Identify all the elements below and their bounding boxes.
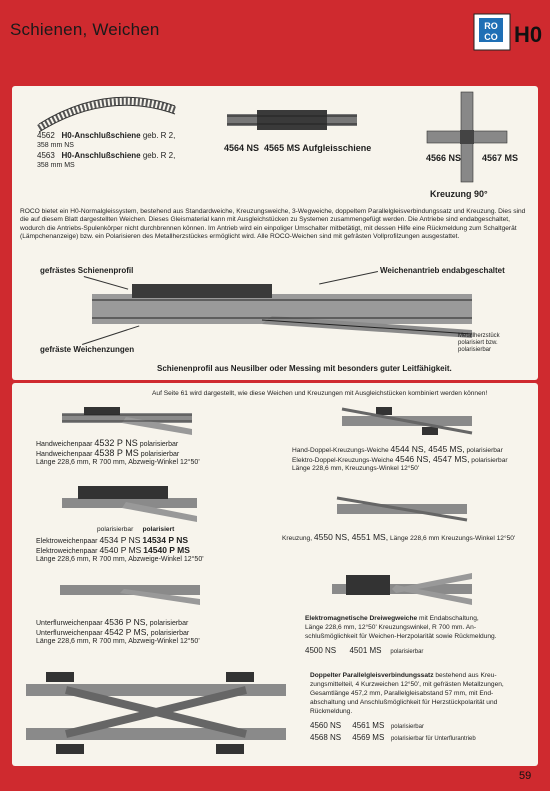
pv-title: Doppelter Parallelgleisverbindungssatz: [310, 672, 434, 679]
item-4563-name: H0-Anschlußschiene: [61, 151, 141, 160]
aufgleis-ns: 4564 NS: [224, 143, 260, 153]
kr-line: [282, 533, 515, 544]
kr-angle: Kreuzungs-Winkel 12°50': [441, 535, 516, 542]
kreuzung-90-image: [427, 92, 507, 182]
ew-line2-label: Elektroweichenpaar: [36, 548, 98, 555]
logo-scale: H0: [514, 22, 543, 47]
herzstueck-line2: polarisiert bzw.: [458, 340, 498, 346]
dw-line2: Länge 228,6 mm, 12°50' Kreuzungswinkel, R 700 mm. An-: [305, 624, 477, 631]
hdkw-line2-label: Elektro-Doppel-Kreuzungs-Weiche: [292, 457, 394, 464]
elektroweichenpaar-image: [62, 486, 197, 526]
kr-length: Länge 228,6 mm: [389, 535, 440, 542]
pv-line3: Gesamtlänge 457,2 mm, Parallelgleisabstand 57 mm, mit End-: [310, 690, 494, 697]
hw-line2-number: 4538 P MS: [94, 448, 139, 458]
item-4563-number: 4563: [37, 151, 55, 160]
roco-h0-logo: [470, 12, 550, 72]
dw-line3: schlußmöglichkeit für Weichen-Herzpolarität sowie Rückmeldung.: [305, 633, 497, 640]
dw-line1: [305, 615, 479, 624]
uw-line1-number: 4536 P NS,: [104, 617, 148, 627]
ew-line1-number2: 14534 P NS: [142, 535, 189, 545]
pv-line2: zungsmittelteil, 4 Kurzweichen 12°50', mit gefrästen Metallzungen,: [310, 681, 504, 688]
hdkw-line2-pol: polarisierbar: [471, 457, 508, 464]
pv-r1-ns: 4560 NS: [310, 721, 342, 730]
pv-r2-ms: 4569 MS: [352, 733, 385, 742]
ew-line1-number: 4534 P NS: [99, 535, 141, 545]
reference-note: Auf Seite 61 wird dargestellt, wie diese Weichen und Kreuzungen mit Ausgleichstücken kombiniert werden können!: [152, 390, 488, 397]
aufgleisschiene-image: [227, 106, 357, 136]
hw-line1-number: 4532 P NS: [94, 438, 138, 448]
pv-line1: [310, 672, 497, 681]
intro-paragraph: ROCO bietet ein H0-Normalgleissystem, bestehend aus Standardweiche, Kreuzungsweiche, 3-Wegweiche, doppeltem Parallelgleisverbindungssatz und Kreuzung. Dies sind die auf diesem Blatt dargestellten Weichen. Dieses Gleismaterial kann mit Ausgleichstücken zu Systemen zusammengefügt werden. Die Antriebe sind endabgeschaltet, wodurch die Antriebs-Spulenkörper nicht durchbrennen können. Im Antrieb wird ein einpoliger Umschalter mitbetätigt, mit dessen Hilfe eine Rückmeldung zum Schaltgerät (Lämpchenanzeige) bzw. ein Polarisieren des Metallherzstückes ermöglicht wird. Alle ROCO-Weichen sind mit gefrästen Vollprofilzungen ausgestattet.: [20, 208, 526, 240]
kreuzung-image: [337, 494, 467, 524]
hw-line3: Länge 228,6 mm, R 700 mm, Abzweig-Winkel 12°50': [36, 459, 200, 466]
page-number: 59: [519, 770, 532, 782]
dkw-image: [342, 405, 472, 437]
dw-ns: 4500 NS: [305, 646, 337, 655]
pv-r1-ms: 4561 MS: [352, 721, 385, 730]
dw-line1-rest: mit Endabschaltung,: [418, 615, 479, 622]
ew-line3: Länge 228,6 mm, R 700 mm, Abzweige-Winkel 12°50': [36, 556, 204, 563]
label-herzstueck: [458, 333, 500, 354]
uw-line2-pol: polarisierbar: [150, 630, 190, 637]
item-4562-row: [37, 132, 175, 141]
label-weichenzungen: gefräste Weichenzungen: [40, 345, 135, 354]
pv-line4: abschaltung und Anschlußmöglichkeit für Herzstückpolarität und: [310, 699, 498, 706]
uw-line3: Länge 228,6 mm, R 700 mm, Abzweig-Winkel 12°50': [36, 638, 200, 645]
ew-pol-row: [97, 526, 174, 535]
dw-title: Elektromagnetische Dreiwegweiche: [305, 615, 418, 622]
curved-track-image: [37, 96, 177, 136]
top-panel: [12, 86, 538, 380]
ew-line1-label: Elektroweichenpaar: [36, 538, 98, 545]
label-weichenantrieb: Weichenantrieb endabgeschaltet: [380, 266, 505, 275]
dw-numbers: [305, 647, 423, 657]
item-4563-row: [37, 152, 175, 161]
item-4562-number: 4562: [37, 131, 55, 140]
item-4562-name: H0-Anschlußschiene: [61, 131, 141, 140]
pv-line5: Rückmeldung.: [310, 708, 353, 715]
unterflurweichenpaar-image: [60, 579, 200, 609]
hdkw-line1-number: 4544 NS, 4545 MS,: [390, 444, 465, 454]
kreuzung-ms: 4567 MS: [482, 153, 519, 163]
hw-line1-label: Handweichenpaar: [36, 441, 93, 448]
logo-text-1: RO: [484, 21, 498, 31]
herzstueck-line1: Metallherzstück: [458, 333, 500, 339]
ew-line2: [36, 546, 190, 557]
aufgleis-ms: 4565 MS: [264, 143, 301, 153]
diagram-caption: Schienenprofil aus Neusilber oder Messing mit besonders guter Leitfähigkeit.: [157, 364, 452, 373]
aufgleis-label-row: [224, 144, 371, 153]
logo-text-2: CO: [484, 32, 498, 42]
hdkw-line3: Länge 228,6 mm, Kreuzungs-Winkel 12°50': [292, 465, 420, 472]
uw-line1-label: Unterflurweichenpaar: [36, 620, 103, 627]
item-4563-detail: geb. R 2,: [142, 151, 176, 160]
page-title: Schienen, Weichen: [10, 20, 160, 39]
roco-logo-graphic: [470, 12, 550, 72]
pv-title-rest: bestehend aus Kreu-: [435, 672, 497, 679]
kr-number: 4550 NS, 4551 MS,: [313, 532, 389, 542]
pv-r2-ns: 4568 NS: [310, 733, 342, 742]
hw-line1-pol: polarisierbar: [139, 441, 179, 448]
kreuzung-label: Kreuzung 90°: [430, 189, 488, 199]
hdkw-line1-label: Hand-Doppel-Kreuzungs-Weiche: [292, 447, 389, 454]
label-schienenprofil: gefrästes Schienenprofil: [40, 266, 134, 275]
uw-line2-label: Unterflurweichenpaar: [36, 630, 103, 637]
kreuzung-ns: 4566 NS: [426, 153, 462, 163]
item-4562-detail: geb. R 2,: [142, 131, 176, 140]
dw-ms: 4501 MS: [349, 646, 382, 655]
hdkw-line2: [292, 455, 508, 466]
pv-r1-pol: polarisierbar: [390, 724, 424, 730]
ew-pol-b: polarisiert: [142, 526, 175, 533]
hdkw-line1-pol: polarisierbar: [466, 447, 503, 454]
pv-r2-pol: polarisierbar für Unterflurantrieb: [390, 736, 476, 742]
handweichenpaar-image: [62, 405, 192, 439]
item-4563-size: 358 mm MS: [37, 162, 75, 169]
pv-row2: [310, 734, 476, 744]
uw-line2-number: 4542 P MS,: [104, 627, 149, 637]
dreiwegweiche-image: [332, 569, 472, 609]
bottom-panel: [12, 383, 538, 766]
parallelgleisverbindung-image: [26, 666, 286, 761]
item-4562-size: 358 mm NS: [37, 142, 74, 149]
herzstueck-line3: polarisierbar: [458, 347, 492, 353]
pv-row1: [310, 722, 424, 732]
ew-pol-a: polarisierbar: [97, 526, 134, 533]
hdkw-line2-number: 4546 NS, 4547 MS,: [395, 454, 470, 464]
uw-line1-pol: polarisierbar: [149, 620, 189, 627]
dw-pol: polarisierbar: [390, 649, 424, 655]
hw-line2: [36, 449, 179, 460]
ew-line2-number2: 14540 P MS: [143, 545, 190, 555]
switch-diagram-image: [92, 280, 472, 342]
hw-line2-pol: polarisierbar: [140, 451, 180, 458]
aufgleis-label: Aufgleisschiene: [302, 143, 372, 153]
hw-line2-label: Handweichenpaar: [36, 451, 93, 458]
uw-line2: [36, 628, 189, 639]
ew-line2-number: 4540 P MS: [99, 545, 142, 555]
kr-label: Kreuzung,: [282, 535, 313, 542]
